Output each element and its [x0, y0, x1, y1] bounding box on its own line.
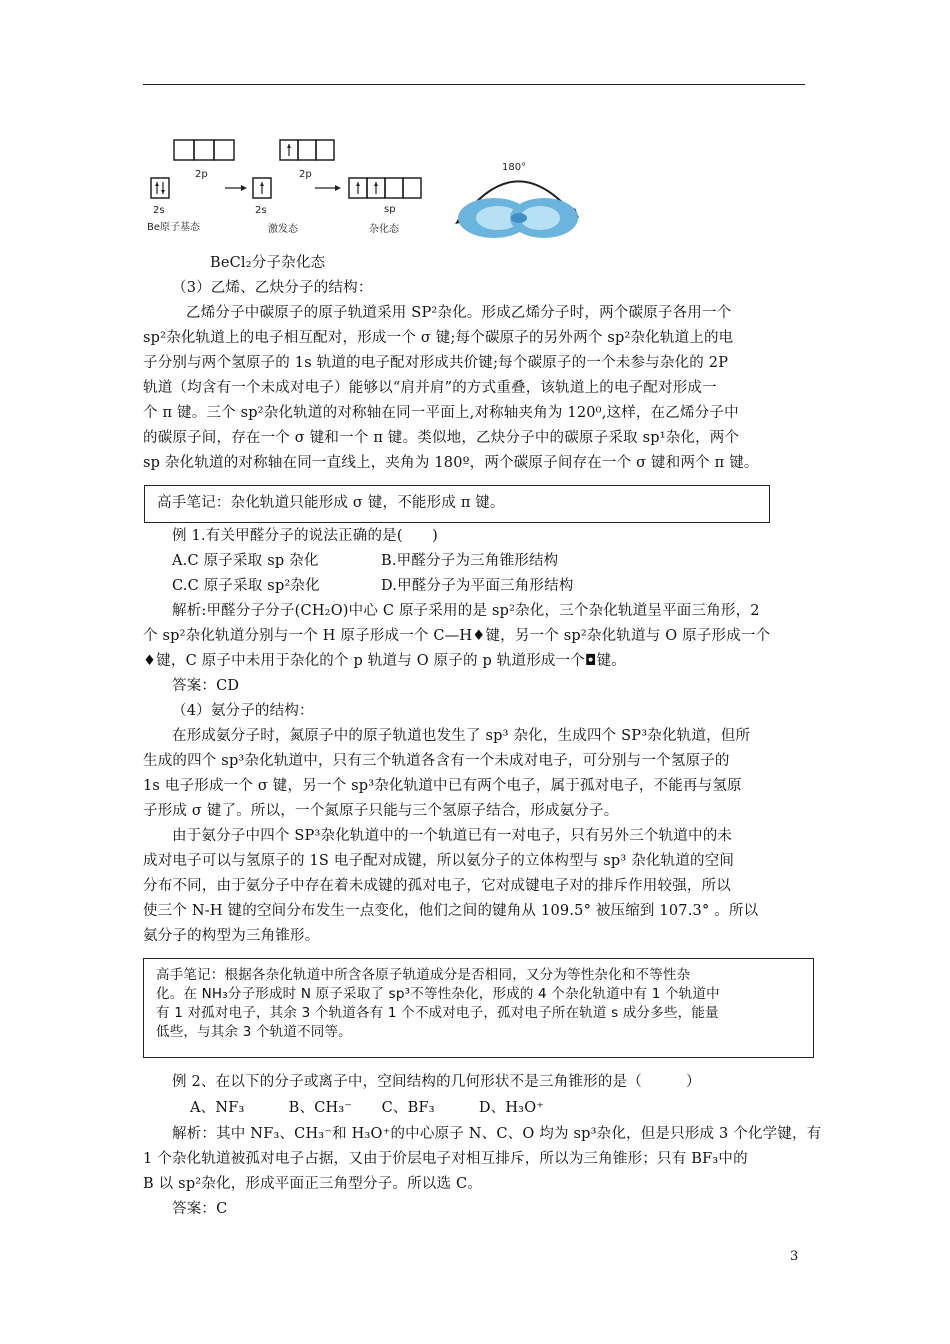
section4-p2-line-5: 氨分子的构型为三角锥形。: [143, 928, 320, 944]
example1-answer: 答案：CD: [172, 678, 240, 694]
note-1-text: 高手笔记：杂化轨道只能形成 σ 键，不能形成 π 键。: [157, 495, 505, 511]
page-number: 3: [790, 1249, 799, 1264]
label-angle: 180°: [502, 162, 527, 173]
section4-heading: （4）氨分子的结构：: [172, 703, 314, 719]
label-hybrid-state: 杂化态: [369, 224, 399, 235]
example2-analysis-3: B 以 sp²杂化，形成平面正三角型分子。所以选 C。: [143, 1176, 483, 1192]
section3-line-6: 的碳原子间，存在一个 σ 键和一个 π 键。类似地，乙炔分子中的碳原子采取 sp¹杂化，两个: [143, 430, 740, 446]
label-ground-state: Be原子基态: [147, 222, 201, 233]
section4-p1-line-3: 1s 电子形成一个 σ 键，另一个 sp³杂化轨道中已有两个电子，属于孤对电子，不能再与氢原: [143, 778, 742, 794]
label-2s: 2s: [153, 205, 165, 216]
header-rule: [143, 84, 805, 85]
section4-p2-line-4: 使三个 N-H 键的空间分布发生一点变化，他们之间的键角从 109.5° 被压缩到 107.3° 。所以: [143, 903, 759, 919]
example2-answer: 答案：C: [172, 1201, 228, 1217]
example1-option-b: B.甲醛分子为三角锥形结构: [381, 553, 559, 569]
example1-analysis-2: 个 sp²杂化轨道分别与一个 H 原子形成一个 C—H♦键，另一个 sp²杂化轨道与 O 原子形成一个: [143, 628, 771, 644]
note-2-line-4: 低些，与其余 3 个轨道不同等。: [156, 1024, 352, 1040]
example1-analysis-3: ♦键，C 原子中未用于杂化的个 p 轨道与 O 原子的 p 轨道形成一个◘键。: [143, 653, 627, 669]
example2-analysis-2: 1 个杂化轨道被孤对电子占据，又由于价层电子对相互排斥，所以为三角锥形；只有 BF₃中的: [143, 1151, 748, 1167]
section3-line-7: sp 杂化轨道的对称轴在同一直线上，夹角为 180º，两个碳原子间存在一个 σ 键和两个 π 键。: [143, 455, 759, 471]
section3-line-2: sp²杂化轨道上的电子相互配对，形成一个 σ 键;每个碳原子的另外两个 sp²杂化轨道上的电: [143, 330, 734, 346]
section4-p2-line-3: 分布不同，由于氨分子中存在着未成键的孤对电子，它对成键电子对的排斥作用较强，所以: [143, 878, 731, 894]
example1-option-a: A.C 原子采取 sp 杂化: [172, 553, 319, 569]
section3-line-5: 个 π 键。三个 sp²杂化轨道的对称轴在同一平面上,对称轴夹角为 120⁰,这样，在乙烯分子中: [143, 405, 739, 421]
sp-orbital-lobes: [458, 198, 578, 238]
hybrid-sp-boxes: [349, 178, 421, 198]
section3-line-4: 轨道（均含有一个未成对电子）能够以“肩并肩”的方式重叠，该轨道上的电子配对形成一: [143, 380, 717, 396]
note-2-line-3: 有 1 对孤对电子，其余 3 个轨道各有 1 个不成对电子，孤对电子所在轨道 s 成分多些，能量: [156, 1005, 719, 1021]
label-2s-mid: 2s: [255, 205, 267, 216]
section4-p2-line-2: 成对电子可以与氢原子的 1S 电子配对成键，所以氨分子的立体构型与 sp³ 杂化轨道的空间: [143, 853, 735, 869]
ground-2s-box: [151, 178, 169, 198]
note-box-2: [143, 958, 814, 1058]
note-box-1: [144, 485, 770, 523]
section4-p2-line-1: 由于氨分子中四个 SP³杂化轨道中的一个轨道已有一对电子，只有另外三个轨道中的未: [172, 828, 733, 844]
section4-p1-line-1: 在形成氨分子时，氮原子中的原子轨道也发生了 sp³ 杂化，生成四个 SP³杂化轨道，但所: [172, 728, 751, 744]
label-2p-mid: 2p: [299, 169, 312, 180]
example2-analysis-1: 解析：其中 NF₃、CH₃⁻和 H₃O⁺的中心原子 N、C、O 均为 sp³杂化，但是只形成 3 个化学键，有: [172, 1126, 822, 1142]
example1-option-d: D.甲醛分子为平面三角形结构: [381, 578, 574, 594]
be-hybridization-figure: [143, 128, 593, 248]
example2-question: 例 2、在以下的分子或离子中，空间结构的几何形状不是三角锥形的是（ ）: [172, 1074, 701, 1090]
note-2-line-2: 化。在 NH₃分子形成时 N 原子采取了 sp³不等性杂化，形成的 4 个杂化轨道中有 1 个轨道中: [156, 986, 720, 1002]
excited-2s-box: [253, 178, 271, 198]
example1-option-c: C.C 原子采取 sp²杂化: [172, 578, 320, 594]
figure-caption: BeCl₂分子杂化态: [210, 255, 326, 271]
section4-p1-line-2: 生成的四个 sp³杂化轨道中，只有三个轨道各含有一个未成对电子，可分别与一个氢原子的: [143, 753, 730, 769]
excited-2p-boxes: [280, 140, 334, 160]
label-2p-top: 2p: [195, 169, 208, 180]
example2-options: A、NF₃ B、CH₃⁻ C、BF₃ D、H₃O⁺: [190, 1100, 545, 1116]
section3-heading: （3）乙烯、乙炔分子的结构：: [172, 280, 373, 296]
example1-question: 例 1.有关甲醛分子的说法正确的是( ): [172, 528, 438, 544]
section3-line-3: 子分别与两个氢原子的 1s 轨道的电子配对形成共价键;每个碳原子的一个未参与杂化的 2P: [143, 355, 729, 371]
ground-2p-boxes: [174, 140, 234, 160]
section3-line-1: 乙烯分子中碳原子的原子轨道采用 SP²杂化。形成乙烯分子时，两个碳原子各用一个: [186, 305, 732, 321]
label-excited-state: 激发态: [268, 224, 298, 235]
label-sp: sp: [384, 204, 396, 215]
example1-analysis-1: 解析:甲醛分子分子(CH₂O)中心 C 原子采用的是 sp²杂化，三个杂化轨道呈平面三角形，2: [172, 603, 760, 619]
note-2-line-1: 高手笔记：根据各杂化轨道中所含各原子轨道成分是否相同，又分为等性杂化和不等性杂: [156, 967, 691, 983]
section4-p1-line-4: 子形成 σ 键了。所以，一个氮原子只能与三个氢原子结合，形成氨分子。: [143, 803, 619, 819]
